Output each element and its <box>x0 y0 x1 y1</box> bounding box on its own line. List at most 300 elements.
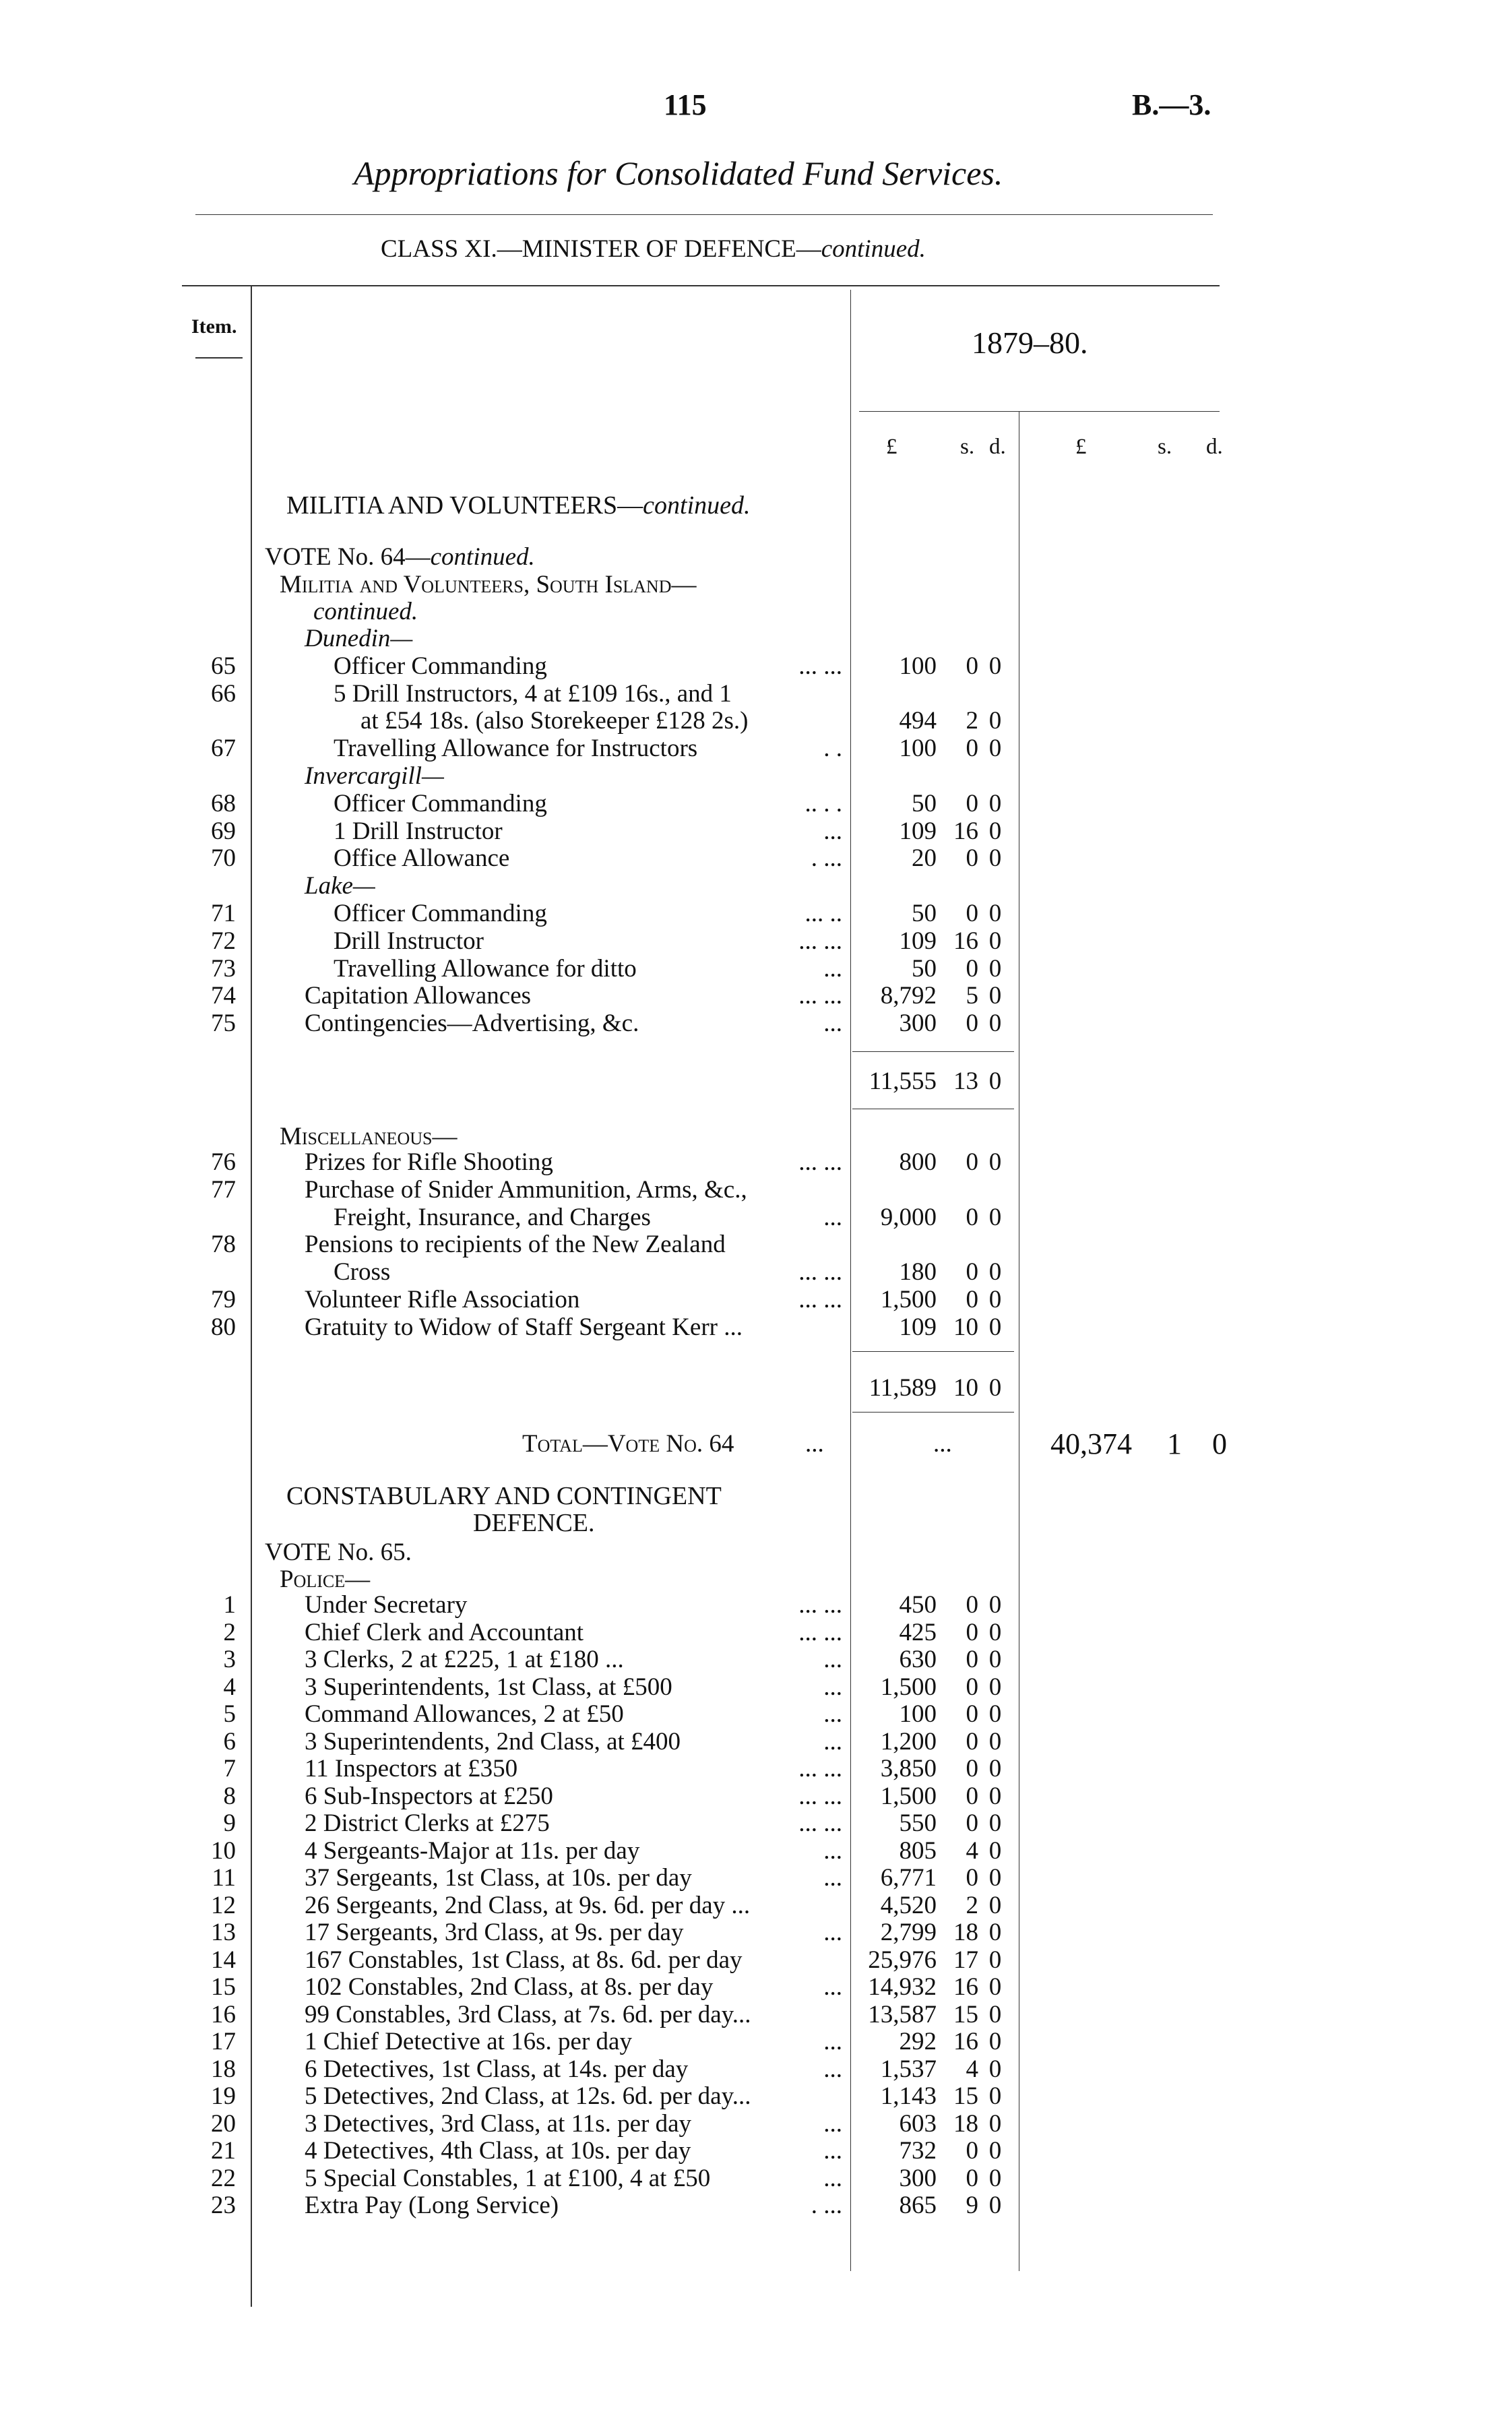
table-row <box>0 983 1512 1010</box>
item-description: Travelling Allowance for Instructors <box>334 735 698 763</box>
amount-pounds: 300 <box>899 1010 937 1038</box>
amount-shillings: 0 <box>966 2137 978 2165</box>
amount-pounds: 50 <box>912 954 937 983</box>
amount-pounds: 1,500 <box>880 1286 937 1313</box>
amount-pence: 0 <box>988 2109 1002 2138</box>
dot-leader: ... ... <box>798 1591 842 1619</box>
amount-shillings: 0 <box>966 1782 978 1810</box>
dot-leader: ... <box>823 2055 842 2083</box>
item-description: at £54 18s. (also Storekeeper £128 2s.) <box>360 707 749 735</box>
table-row <box>0 625 1512 652</box>
page-number: 115 <box>664 88 707 121</box>
total-shillings: 1 <box>1167 1427 1182 1460</box>
item-description: Drill Instructor <box>334 927 484 955</box>
year-rule <box>859 411 1220 412</box>
dot-leader: ... <box>823 1727 842 1756</box>
amount-pounds: 109 <box>899 927 937 955</box>
amount-shillings: 16 <box>953 2028 978 2055</box>
table-row <box>0 1947 1512 1974</box>
amount-pounds: 603 <box>899 2109 937 2138</box>
amount-pounds: 1,500 <box>880 1782 937 1810</box>
amount-pence: 0 <box>988 2082 1002 2110</box>
item-number: 6 <box>223 1727 236 1756</box>
amount-shillings: 2 <box>966 707 978 735</box>
amount-pence: 0 <box>988 982 1002 1010</box>
amount-shillings: 0 <box>966 1203 978 1231</box>
item-description: 37 Sergeants, 1st Class, at 10s. per day <box>305 1864 692 1892</box>
item-number: 21 <box>211 2137 236 2165</box>
table-row <box>0 1286 1512 1313</box>
dot-leader: ... <box>823 2137 842 2165</box>
item-number: 65 <box>211 652 236 680</box>
item-description: Under Secretary <box>305 1591 468 1619</box>
amount-pence: 0 <box>988 2000 1002 2028</box>
amount-pounds: 100 <box>899 1700 937 1728</box>
item-description: 1 Chief Detective at 16s. per day <box>305 2028 632 2055</box>
shilling-header-2: s. <box>1158 435 1172 459</box>
table-row <box>0 1756 1512 1782</box>
amount-pence: 0 <box>988 1067 1002 1095</box>
item-description: 11 Inspectors at £350 <box>305 1755 518 1782</box>
item-number: 4 <box>223 1673 236 1701</box>
amount-pounds: 109 <box>899 1313 937 1341</box>
dot-leader: ... <box>823 1973 842 2001</box>
amount-shillings: 0 <box>966 1755 978 1782</box>
item-number: 15 <box>211 1973 236 2001</box>
constabulary-heading-line1: CONSTABULARY AND CONTINGENT <box>286 1482 722 1510</box>
item-description: 3 Clerks, 2 at £225, 1 at £180 ... <box>305 1646 624 1673</box>
amount-shillings: 0 <box>966 1258 978 1286</box>
total-leader: ... <box>805 1430 824 1458</box>
item-number: 7 <box>223 1755 236 1782</box>
item-number: 10 <box>211 1836 236 1865</box>
item-description: 5 Detectives, 2nd Class, at 12s. 6d. per day... <box>305 2082 751 2110</box>
item-number: 67 <box>211 735 236 763</box>
dot-leader: ... <box>823 2028 842 2055</box>
class-continued: continued. <box>821 235 926 263</box>
table-row <box>0 1619 1512 1646</box>
item-description: 3 Superintendents, 2nd Class, at £400 <box>305 1727 681 1756</box>
item-number: 73 <box>211 954 236 983</box>
item-description: 3 Detectives, 3rd Class, at 11s. per day <box>305 2109 692 2138</box>
amount-shillings: 0 <box>966 900 978 927</box>
amount-pence: 0 <box>988 1946 1002 1974</box>
total-pounds: 40,374 <box>1050 1427 1132 1460</box>
amount-pounds: 20 <box>912 844 937 873</box>
item-number: 77 <box>211 1175 236 1204</box>
item-number: 22 <box>211 2164 236 2192</box>
item-description: 26 Sergeants, 2nd Class, at 9s. 6d. per day ... <box>305 1891 751 1919</box>
item-description: Extra Pay (Long Service) <box>305 2192 559 2219</box>
misc-heading: Miscellaneous— <box>280 1123 458 1150</box>
table-row <box>0 1783 1512 1810</box>
vote-64-continued: continued. <box>430 543 535 571</box>
item-description: Pensions to recipients of the New Zealand <box>305 1231 726 1259</box>
amount-pounds: 630 <box>899 1646 937 1673</box>
amount-pence: 0 <box>988 789 1002 817</box>
amount-pounds: 50 <box>912 789 937 817</box>
document-code: B.—3. <box>1132 88 1211 121</box>
dot-leader: ... ... <box>798 1258 842 1286</box>
subsection-label: Lake— <box>305 872 375 900</box>
amount-pounds: 109 <box>899 817 937 845</box>
amount-pence: 0 <box>988 2028 1002 2055</box>
shilling-header-1: s. <box>960 435 975 459</box>
section-name: MILITIA AND VOLUNTEERS— <box>286 491 643 520</box>
item-description: Cross <box>334 1258 391 1286</box>
table-row <box>0 1892 1512 1919</box>
table-row <box>0 1177 1512 1204</box>
amount-pence: 0 <box>988 844 1002 873</box>
amount-pounds: 800 <box>899 1148 937 1176</box>
dot-leader: ... ... <box>798 652 842 680</box>
header-rule-top <box>182 285 1220 286</box>
amount-shillings: 16 <box>953 927 978 955</box>
table-row <box>0 1729 1512 1756</box>
amount-pounds: 9,000 <box>880 1203 937 1231</box>
amount-pence: 0 <box>988 1919 1002 1946</box>
amount-shillings: 0 <box>966 1673 978 1701</box>
item-description: 167 Constables, 1st Class, at 8s. 6d. per day <box>305 1946 743 1974</box>
amount-shillings: 0 <box>966 1809 978 1837</box>
amount-pence: 0 <box>988 900 1002 927</box>
amount-pounds: 8,792 <box>880 982 937 1010</box>
pound-header-1: £ <box>886 435 897 459</box>
militia-subheading: Militia and Volunteers, South Island— <box>280 571 697 598</box>
dot-leader: ... <box>823 2164 842 2192</box>
amount-shillings: 0 <box>966 1727 978 1756</box>
amount-pounds: 11,555 <box>869 1067 937 1095</box>
amount-shillings: 18 <box>953 1919 978 1946</box>
amount-shillings: 0 <box>966 735 978 763</box>
amount-pounds: 6,771 <box>880 1864 937 1892</box>
amount-shillings: 0 <box>966 1010 978 1038</box>
dot-leader: . . <box>823 735 842 763</box>
amount-shillings: 0 <box>966 652 978 680</box>
amount-pence: 0 <box>988 1010 1002 1038</box>
amount-pence: 0 <box>988 1618 1002 1646</box>
amount-shillings: 2 <box>966 1891 978 1919</box>
amount-shillings: 0 <box>966 2164 978 2192</box>
amount-shillings: 5 <box>966 982 978 1010</box>
amount-pence: 0 <box>988 1836 1002 1865</box>
amount-shillings: 0 <box>966 1148 978 1176</box>
table-row <box>0 2138 1512 2165</box>
item-description: 99 Constables, 3rd Class, at 7s. 6d. per day... <box>305 2000 751 2028</box>
amount-pence: 0 <box>988 2164 1002 2192</box>
amount-pence: 0 <box>988 1782 1002 1810</box>
item-number: 1 <box>223 1591 236 1619</box>
amount-shillings: 13 <box>953 1067 978 1095</box>
table-row <box>0 1974 1512 2001</box>
amount-shillings: 17 <box>953 1946 978 1974</box>
table-row <box>0 681 1512 708</box>
amount-shillings: 9 <box>966 2192 978 2219</box>
table-row <box>0 2083 1512 2110</box>
item-number: 3 <box>223 1646 236 1673</box>
item-description: Command Allowances, 2 at £50 <box>305 1700 624 1728</box>
total-label: Total—Vote No. 64 <box>522 1430 734 1458</box>
amount-shillings: 4 <box>966 2055 978 2083</box>
subtotal-b-row <box>0 1375 1512 1402</box>
amount-shillings: 0 <box>966 844 978 873</box>
dot-leader: .. . . <box>805 789 842 817</box>
subtotal-a-row <box>0 1068 1512 1095</box>
dot-leader: ... .. <box>805 900 842 927</box>
table-row <box>0 1674 1512 1701</box>
table-row <box>0 2002 1512 2028</box>
amount-pounds: 425 <box>899 1618 937 1646</box>
dot-leader: ... ... <box>798 1809 842 1837</box>
amount-pence: 0 <box>988 1973 1002 2001</box>
amount-shillings: 18 <box>953 2109 978 2138</box>
amount-pence: 0 <box>988 954 1002 983</box>
amount-pounds: 11,589 <box>869 1374 937 1402</box>
dot-leader: ... <box>823 817 842 845</box>
amount-pence: 0 <box>988 2137 1002 2165</box>
amount-pence: 0 <box>988 1727 1002 1756</box>
amount-pounds: 4,520 <box>880 1891 937 1919</box>
item-description: Chief Clerk and Accountant <box>305 1618 584 1646</box>
amount-pounds: 50 <box>912 900 937 927</box>
amount-pence: 0 <box>988 1313 1002 1341</box>
amount-pence: 0 <box>988 927 1002 955</box>
section-heading <box>286 491 751 520</box>
item-number: 20 <box>211 2109 236 2138</box>
item-number: 12 <box>211 1891 236 1919</box>
amount-pence: 0 <box>988 1591 1002 1619</box>
item-description: Gratuity to Widow of Staff Sergeant Kerr ... <box>305 1313 743 1341</box>
amount-pounds: 100 <box>899 652 937 680</box>
item-description: Office Allowance <box>334 844 510 873</box>
pence-header-1: d. <box>989 435 1006 459</box>
amount-shillings: 15 <box>953 2082 978 2110</box>
amount-pounds: 450 <box>899 1591 937 1619</box>
item-number: 9 <box>223 1809 236 1837</box>
item-number: 16 <box>211 2000 236 2028</box>
item-number: 69 <box>211 817 236 845</box>
item-description: Freight, Insurance, and Charges <box>334 1203 651 1231</box>
amount-pence: 0 <box>988 735 1002 763</box>
amount-pounds: 805 <box>899 1836 937 1865</box>
table-row <box>0 1810 1512 1837</box>
item-number: 11 <box>212 1864 236 1892</box>
amount-pounds: 100 <box>899 735 937 763</box>
table-row <box>0 763 1512 790</box>
amount-pence: 0 <box>988 1755 1002 1782</box>
amount-pence: 0 <box>988 1646 1002 1673</box>
amount-pounds: 14,932 <box>868 1973 937 2001</box>
table-row <box>0 845 1512 872</box>
table-row <box>0 708 1512 735</box>
amount-pence: 0 <box>988 1258 1002 1286</box>
table-row <box>0 1231 1512 1258</box>
amount-pence: 0 <box>988 1374 1002 1402</box>
amount-pence: 0 <box>988 1148 1002 1176</box>
year-header: 1879–80. <box>972 325 1088 360</box>
amount-pence: 0 <box>988 1864 1002 1892</box>
item-number: 19 <box>211 2082 236 2110</box>
amount-shillings: 16 <box>953 1973 978 2001</box>
dot-leader: ... <box>823 1864 842 1892</box>
amount-pence: 0 <box>988 652 1002 680</box>
item-description: Prizes for Rifle Shooting <box>305 1148 553 1176</box>
amount-pence: 0 <box>988 1673 1002 1701</box>
amount-pounds: 300 <box>899 2164 937 2192</box>
amount-shillings: 0 <box>966 954 978 983</box>
item-description: Volunteer Rifle Association <box>305 1286 580 1313</box>
amount-pounds: 1,500 <box>880 1673 937 1701</box>
militia-subheading-continued: continued. <box>313 598 418 625</box>
dot-leader: ... <box>823 1646 842 1673</box>
subtotal-a-rule <box>852 1051 1014 1052</box>
amount-shillings: 10 <box>953 1374 978 1402</box>
amount-pounds: 732 <box>899 2137 937 2165</box>
title-rule <box>195 214 1213 215</box>
item-description: 5 Special Constables, 1 at £100, 4 at £50 <box>305 2164 711 2192</box>
dot-leader: ... ... <box>798 982 842 1010</box>
item-description: Officer Commanding <box>334 652 547 680</box>
table-row <box>0 1919 1512 1946</box>
item-description: 6 Detectives, 1st Class, at 14s. per day <box>305 2055 689 2083</box>
table-row <box>0 1314 1512 1341</box>
dot-leader: ... <box>823 1673 842 1701</box>
item-number: 14 <box>211 1946 236 1974</box>
amount-pence: 0 <box>988 1809 1002 1837</box>
dot-leader: ... ... <box>798 1782 842 1810</box>
total-row <box>0 1429 1512 1460</box>
dot-leader: ... <box>823 2109 842 2138</box>
item-number: 75 <box>211 1010 236 1038</box>
amount-pounds: 494 <box>899 707 937 735</box>
item-description: Travelling Allowance for ditto <box>334 954 637 983</box>
amount-pounds: 2,799 <box>880 1919 937 1946</box>
dot-leader: . ... <box>811 844 842 873</box>
amount-pounds: 25,976 <box>868 1946 937 1974</box>
amount-shillings: 16 <box>953 817 978 845</box>
item-header-rule <box>195 357 243 359</box>
table-row <box>0 1204 1512 1231</box>
dot-leader: ... ... <box>798 1755 842 1782</box>
table-row <box>0 2028 1512 2055</box>
dot-leader: ... <box>823 1203 842 1231</box>
amount-shillings: 4 <box>966 1836 978 1865</box>
amount-pence: 0 <box>988 707 1002 735</box>
item-description: Contingencies—Advertising, &c. <box>305 1010 639 1038</box>
item-description: 4 Detectives, 4th Class, at 10s. per day <box>305 2137 691 2165</box>
amount-shillings: 15 <box>953 2000 978 2028</box>
dot-leader: ... ... <box>798 927 842 955</box>
table-row <box>0 2111 1512 2138</box>
amount-pence: 0 <box>988 2192 1002 2219</box>
table-row <box>0 956 1512 983</box>
item-number: 80 <box>211 1313 236 1341</box>
item-number: 70 <box>211 844 236 873</box>
table-row <box>0 790 1512 817</box>
amount-pounds: 1,200 <box>880 1727 937 1756</box>
pence-header-2: d. <box>1206 435 1223 459</box>
item-number: 78 <box>211 1231 236 1259</box>
item-number: 17 <box>211 2028 236 2055</box>
amount-shillings: 0 <box>966 1286 978 1313</box>
item-number: 68 <box>211 789 236 817</box>
item-number: 72 <box>211 927 236 955</box>
item-description: 17 Sergeants, 3rd Class, at 9s. per day <box>305 1919 684 1946</box>
vote-64-label: VOTE No. 64— <box>265 543 431 571</box>
item-number: 5 <box>223 1700 236 1728</box>
table-row <box>0 1838 1512 1865</box>
item-number: 74 <box>211 982 236 1010</box>
table-row <box>0 873 1512 900</box>
amount-shillings: 0 <box>966 789 978 817</box>
table-row <box>0 900 1512 927</box>
amount-pence: 0 <box>988 1891 1002 1919</box>
amount-shillings: 0 <box>966 1864 978 1892</box>
item-number: 13 <box>211 1919 236 1946</box>
amount-pence: 0 <box>988 2055 1002 2083</box>
table-row <box>0 653 1512 680</box>
amount-shillings: 0 <box>966 1700 978 1728</box>
item-number: 8 <box>223 1782 236 1810</box>
item-number: 71 <box>211 900 236 927</box>
dot-leader: ... <box>823 1700 842 1728</box>
item-description: Purchase of Snider Ammunition, Arms, &c., <box>305 1175 747 1204</box>
dot-leader: . ... <box>811 2192 842 2219</box>
item-description: 2 District Clerks at £275 <box>305 1809 550 1837</box>
item-header: Item. <box>191 315 237 338</box>
item-description: 4 Sergeants-Major at 11s. per day <box>305 1836 640 1865</box>
dot-leader: ... ... <box>798 1286 842 1313</box>
table-row <box>0 1149 1512 1176</box>
amount-pounds: 3,850 <box>880 1755 937 1782</box>
vote-65-heading: VOTE No. 65. <box>265 1539 412 1566</box>
amount-pounds: 550 <box>899 1809 937 1837</box>
constabulary-heading-line2: DEFENCE. <box>473 1509 595 1537</box>
amount-pence: 0 <box>988 1700 1002 1728</box>
dot-leader: ... <box>823 1010 842 1038</box>
table-row <box>0 1010 1512 1037</box>
item-description: 102 Constables, 2nd Class, at 8s. per day <box>305 1973 714 2001</box>
item-description: Capitation Allowances <box>305 982 532 1010</box>
table-row <box>0 2192 1512 2219</box>
amount-pence: 0 <box>988 817 1002 845</box>
section-continued: continued. <box>643 491 751 520</box>
total-mid: ... <box>933 1430 952 1458</box>
item-number: 18 <box>211 2055 236 2083</box>
amount-pence: 0 <box>988 1286 1002 1313</box>
amount-pounds: 180 <box>899 1258 937 1286</box>
item-number: 79 <box>211 1286 236 1313</box>
amount-shillings: 0 <box>966 1591 978 1619</box>
pound-header-2: £ <box>1075 435 1087 459</box>
amount-pounds: 292 <box>899 2028 937 2055</box>
amount-pounds: 865 <box>899 2192 937 2219</box>
table-row <box>0 2165 1512 2192</box>
item-number: 66 <box>211 679 236 708</box>
table-row <box>0 1865 1512 1892</box>
table-row <box>0 1701 1512 1728</box>
total-pence: 0 <box>1212 1427 1227 1460</box>
dot-leader: ... ... <box>798 1618 842 1646</box>
subtotal-b-rule <box>852 1351 1014 1352</box>
item-description: 1 Drill Instructor <box>334 817 503 845</box>
subsection-label: Dunedin— <box>305 625 413 652</box>
table-row <box>0 928 1512 955</box>
item-description: 3 Superintendents, 1st Class, at £500 <box>305 1673 672 1701</box>
amount-pounds: 1,537 <box>880 2055 937 2083</box>
item-number: 76 <box>211 1148 236 1176</box>
amount-pence: 0 <box>988 1203 1002 1231</box>
